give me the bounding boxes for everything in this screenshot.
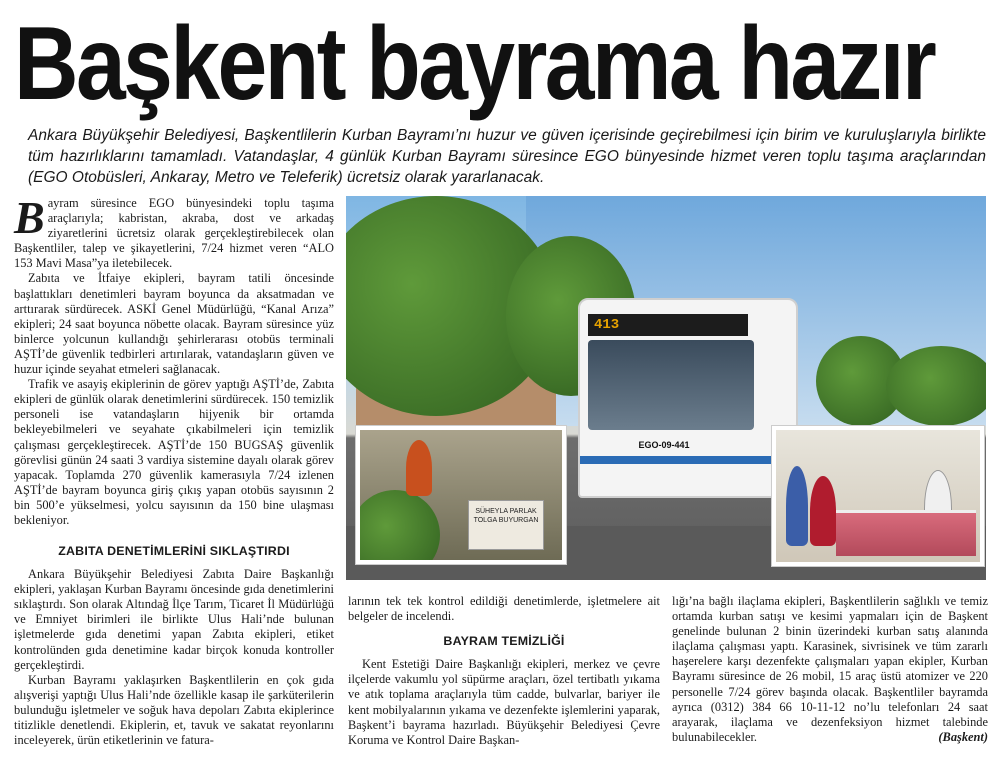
paragraph: Kurban Bayramı yaklaşırken Başkentlilerin en çok gıda alışverişi yaptığı Ulus Hali’nde özellikle kasap ile şarküterilerin bulunduğu işletmeler ve soğuk hava depoları Zabıta ekiplerince titizlikle denetlendi. Ekiplerin, et, tavuk ve sakatat reyonlarını inceleyerek, ürün etiketlerinin ve fatura- bbox=[14, 672, 334, 748]
meat-counter bbox=[836, 510, 976, 556]
butcher-shop-photo bbox=[772, 426, 984, 566]
paragraph: Ankara Büyükşehir Belediyesi Zabıta Daire Başkanlığı ekipleri, yaklaşan Kurban Bayramı öncesinde gıda denetimlerini sıklaştırdı. Son olarak Altındağ İlçe Tarım, Ticaret İl Müdürlüğü ve Emniyet birimleri ile birlikte Ulus Hali’nde bulunan işletmelerde gıda denetimi yapan Zabıta ekipleri, etiket kontrolünden gıda denetimine kadar birçok konuda kontroller gerçekleştirdi. bbox=[14, 567, 334, 672]
paragraph: Zabıta ve İtfaiye ekipleri, bayram tatili öncesinde başlattıkları denetimleri bayram boyunca da aksatmadan ve arttırarak sürdürecek. ASKİ Genel Müdürlüğü, “Kanal Arıza” ekipleri; 24 saat boyunca nöbette olacak. Bayram süresince yüz binlerce yolcunun kullandığı şehirlerarası otobüs terminali AŞTİ’de güvenlik tedbirleri artırılarak, vatandaşların güven ve huzur içinde seyahat etmeleri sağlanacak. bbox=[14, 271, 334, 377]
article-column-1 bbox=[14, 192, 334, 528]
article-column-2 bbox=[348, 594, 660, 748]
lead-paragraph: Ankara Büyükşehir Belediyesi, Başkentlilerin Kurban Bayramı’nı huzur ve güven içerisinde geçirebilmesi için birim ve kuruluşlarıyla birlikte tüm hazırlıklarını tamamladı. Vatandaşlar, 4 günlük Kurban Bayramı süresince EGO bünyesinde hizmet veren toplu taşıma araçlarından (EGO Otobüsleri, Ankaray, Metro ve Teleferik) ücretsiz olarak yararlanacak. bbox=[28, 127, 986, 186]
signature: (Başkent) bbox=[938, 729, 988, 744]
paragraph: Bayram süresince EGO bünyesindeki toplu taşıma araçlarıyla; kabristan, akraba, dost ve arkadaş ziyaretlerini ücretsiz olarak gerçekleştirebilecek olan Başkentliler, talep ve şikayetlerini, 7/24 hizmet veren “ALO 153 Mavi Masa”ya iletebilecek. bbox=[14, 192, 334, 271]
paragraph: Trafik ve asayiş ekiplerinin de görev yaptığı AŞTİ’de, Zabıta ekipleri de günlük olarak denetimlerini sürdürecek. 150 temizlik personeli ise vatandaşların hijyenik bir ortamda bekleyebilmeleri ve seyahate çıkabilmeleri için temizlik çalışması gerçekleştirecek. AŞTİ’de 150 BUGSAŞ güvenlik görevlisi günün 24 saati 3 vardiya sistemine dayalı olarak görev yapacak. Toplamda 270 güvenlik kamerasıyla 7/24 izlenen AŞTİ’de bayram boyunca giriş çıkış yapan otobüs sayısının 2 bin 500’e yükselmesi, yolcu sayısının da 150 bine ulaşması bekleniyor. bbox=[14, 377, 334, 527]
headline: Başkent bayrama hazır bbox=[14, 6, 935, 122]
paragraph: Kent Estetiği Daire Başkanlığı ekipleri, merkez ve çevre ilçelerde vakumlu yol süpürme araçları, özel tertibatlı yıkama ve atık toplama araçlarıyla tüm cadde, bulvarlar, bariyer ile kent mobilyalarının yıkama ve dezenfekte işlemlerini yaparak, Başkent’i bayrama hazırladı. Büyükşehir Belediyesi Çevre Koruma ve Kontrol Daire Başkan- bbox=[348, 657, 660, 747]
bus-destination-sign: 413 bbox=[588, 314, 748, 336]
paragraph: lığı’na bağlı ilaçlama ekipleri, Başkentlilerin sağlıklı ve temiz ortamda kurban satışı ve kesimi yapmaları için de Başkent genelinde bulunan 2 binin üzerindeki kurban satış alanında ilaçlama çalışması yaptı. Karasinek, sivrisinek ve tüm zararlı haşerelere karşı dezenfekte çalışmaları yapan ekipler, Kurban Bayramı süresince de 26 mobil, 15 araç üstü atomizer ve 220 personelle 7/24 görev başında olacak. Başkentliler bayramda ayrıca (0312) 384 66 10-11-12 no’lu telefonları 24 saat arayarak, ilaçlama ve dezenfeksiyon hizmet talebinde bulunabilecekler. (Başkent) bbox=[672, 594, 988, 744]
bus-plate: EGO-09-441 bbox=[638, 440, 690, 450]
shopper bbox=[786, 466, 808, 546]
worker bbox=[406, 440, 432, 496]
article-column-3 bbox=[672, 594, 988, 745]
article-column-1-lower bbox=[14, 544, 334, 748]
bus-windshield bbox=[588, 340, 754, 430]
bus-stripe bbox=[580, 456, 796, 464]
tree bbox=[886, 346, 986, 426]
shrub bbox=[356, 490, 440, 564]
bus bbox=[578, 298, 798, 498]
subhead-bayram-temizligi: BAYRAM TEMİZLİĞİ bbox=[443, 634, 565, 649]
subhead-zabita: ZABITA DENETİMLERİNİ SIKLAŞTIRDI bbox=[58, 544, 290, 558]
paragraph: larının tek tek kontrol edildiği denetimlerde, işletmelere ait belgeler de incelendi. bbox=[348, 594, 660, 624]
gravestone: SÜHEYLA PARLAK TOLGA BUYURGAN bbox=[468, 500, 544, 550]
shopper bbox=[810, 476, 836, 546]
drop-cap: B bbox=[14, 192, 45, 243]
cemetery-photo bbox=[356, 426, 566, 564]
